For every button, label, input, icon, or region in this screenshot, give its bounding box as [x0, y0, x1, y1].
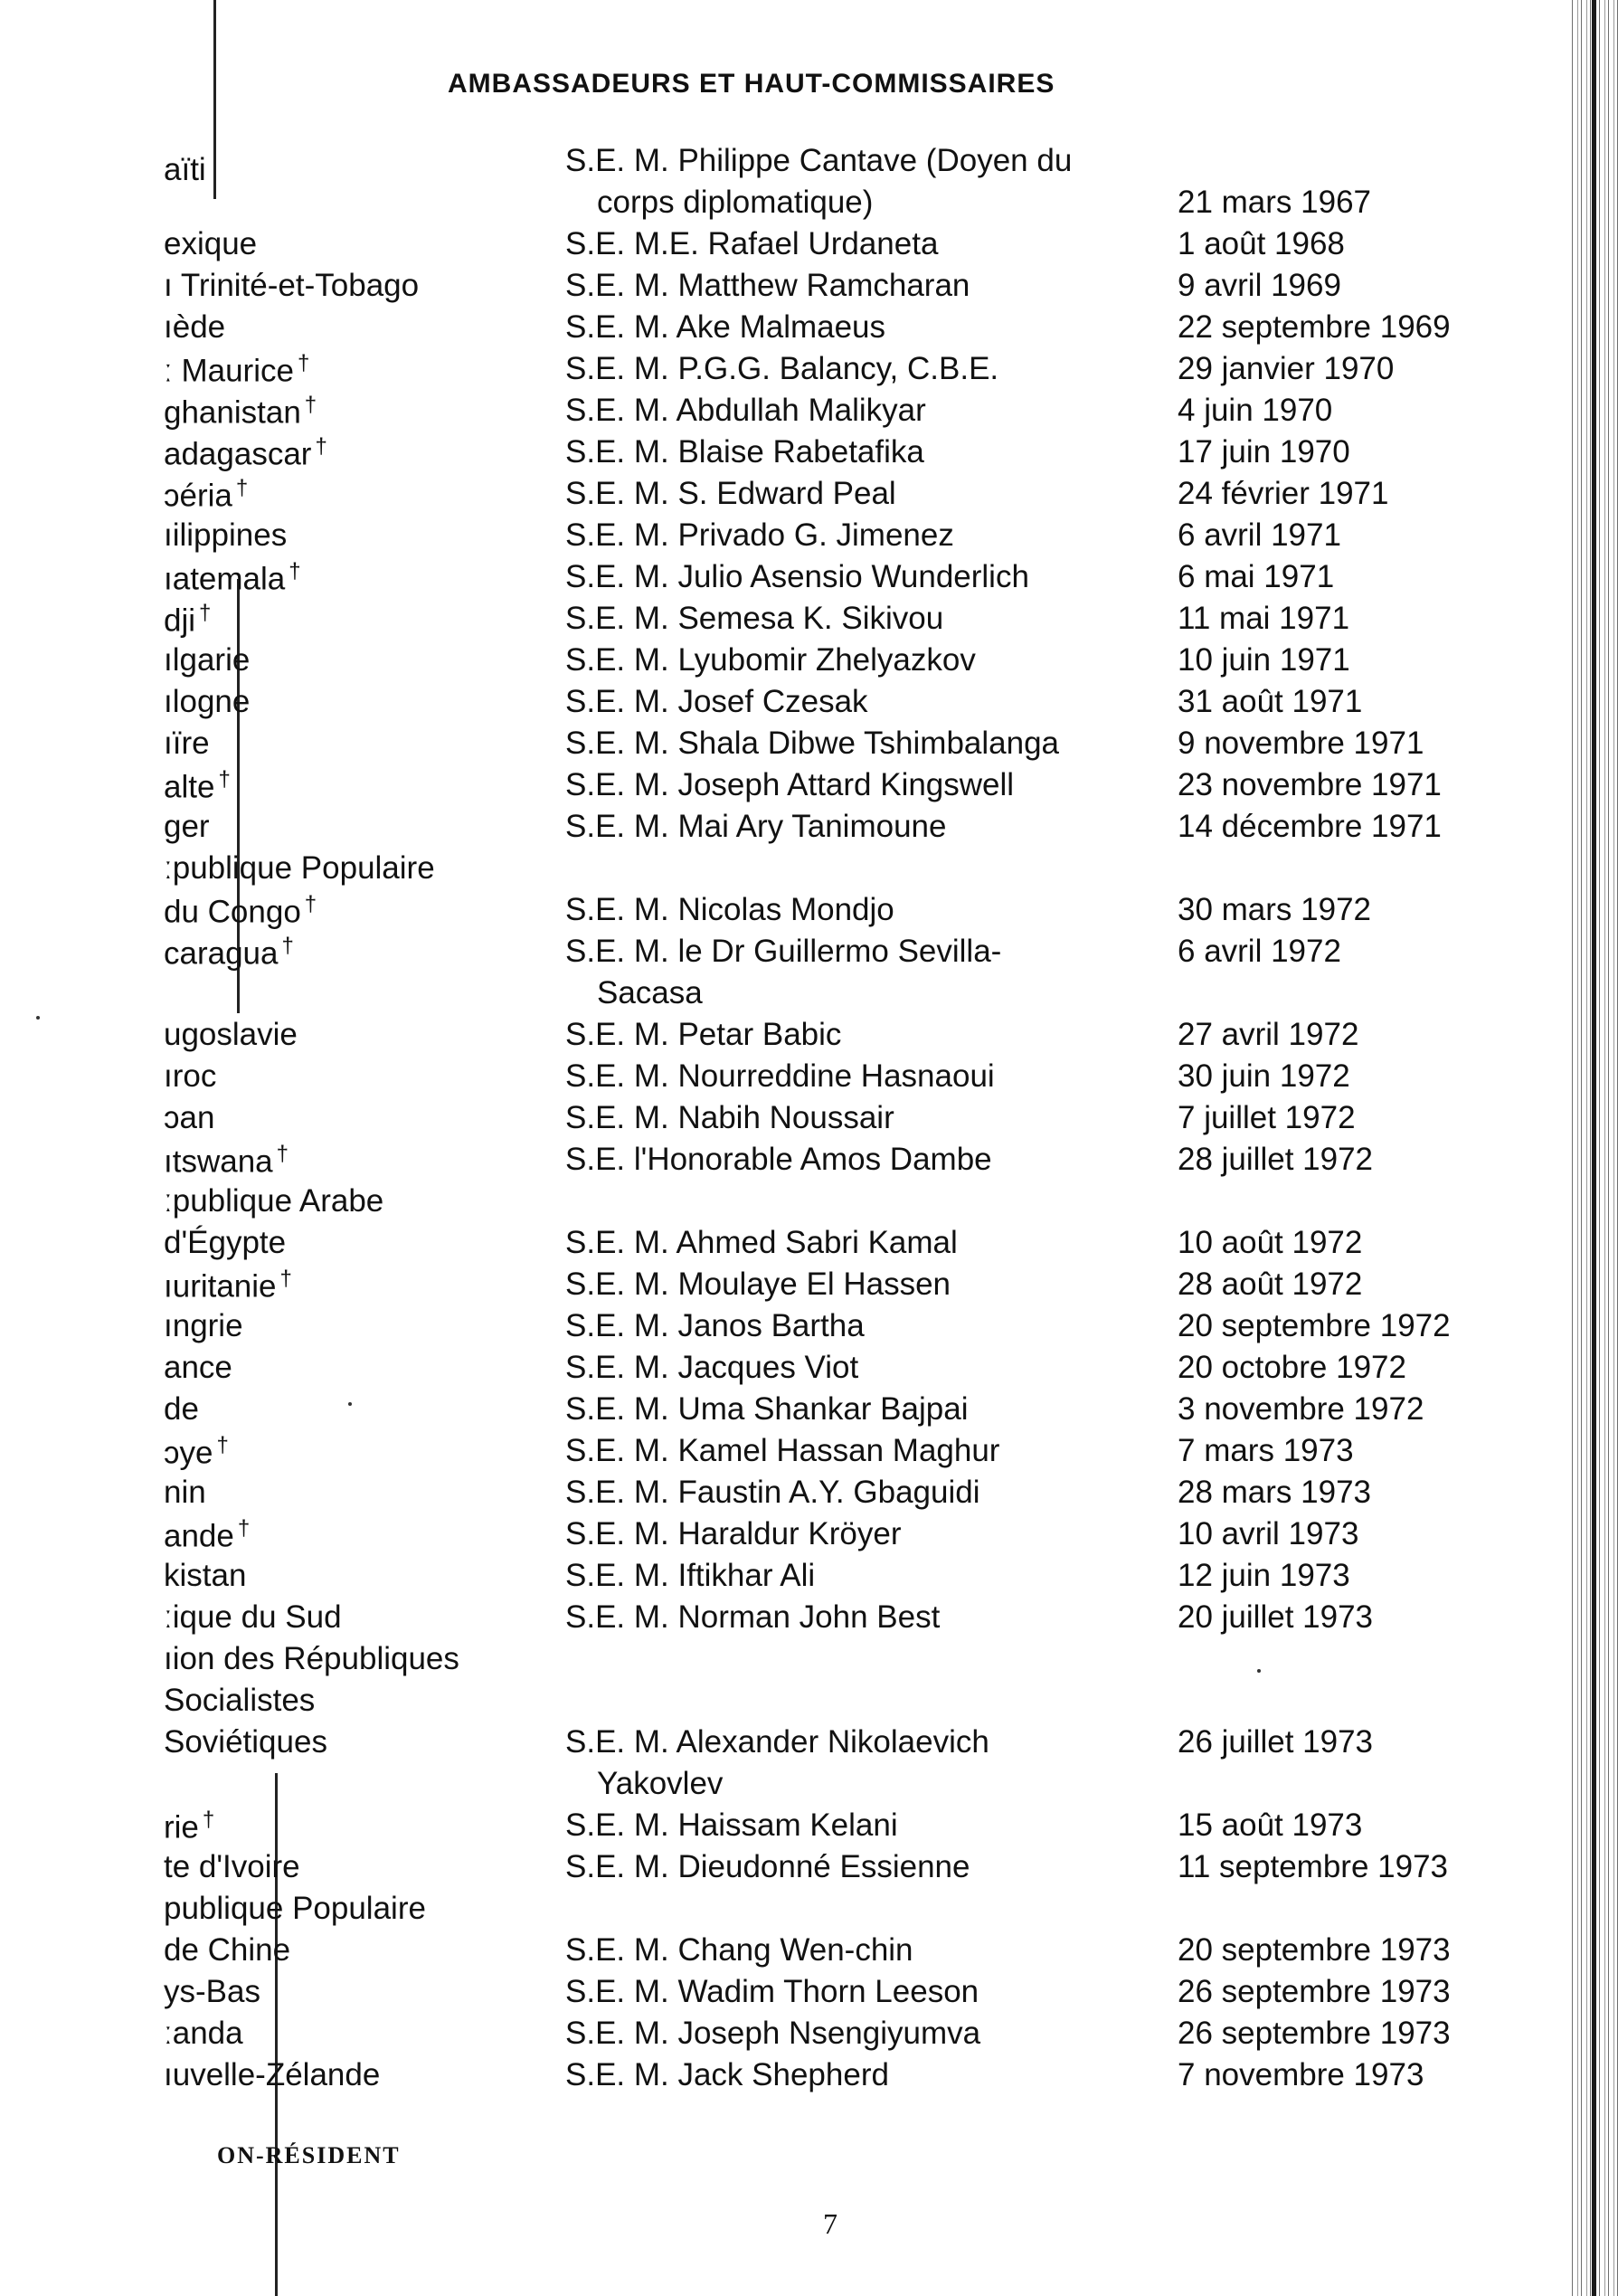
page-edge-line [1592, 0, 1596, 2296]
country-name: adagascar † [164, 434, 327, 472]
list-item [0, 309, 1538, 351]
ambassador-name: S.E. M. Joseph Nsengiyumva [565, 2016, 981, 2051]
country-name: nin [164, 1475, 206, 1510]
country-name: ıroc [164, 1058, 217, 1094]
accreditation-date: 3 novembre 1972 [1178, 1391, 1424, 1427]
accreditation-date: 7 mars 1973 [1178, 1433, 1354, 1468]
dagger-mark: † [315, 434, 327, 459]
ambassador-name: S.E. M. Josef Czesak [565, 684, 868, 719]
ambassador-name: S.E. M. Julio Asensio Wunderlich [565, 559, 1029, 594]
country-name: ger [164, 809, 210, 844]
dagger-mark: † [276, 1142, 289, 1166]
ambassador-name: S.E. M. Privado G. Jimenez [565, 517, 954, 553]
accreditation-date: 6 avril 1971 [1178, 517, 1341, 553]
ambassador-name-continued: corps diplomatique) [597, 185, 874, 220]
ambassador-name: S.E. M. Norman John Best [565, 1599, 941, 1635]
list-item [0, 2057, 1538, 2099]
list-item [0, 809, 1538, 850]
country-name: ɔye † [164, 1433, 229, 1471]
country-name: aïti [164, 152, 206, 187]
dagger-mark: † [237, 1516, 251, 1541]
accreditation-date: 12 juin 1973 [1178, 1558, 1350, 1593]
dagger-mark: † [304, 892, 317, 916]
footer-label: ON-RÉSIDENT [217, 2142, 401, 2168]
list-item [0, 767, 1538, 809]
ambassador-name: S.E. M. Ake Malmaeus [565, 309, 886, 345]
accreditation-date: 17 juin 1970 [1178, 434, 1350, 470]
ambassador-name: S.E. M. Petar Babic [565, 1017, 842, 1052]
dagger-mark: † [281, 934, 294, 958]
accreditation-date: 9 avril 1969 [1178, 268, 1341, 303]
accreditation-date: 28 juillet 1972 [1178, 1142, 1373, 1177]
list-item [0, 1849, 1538, 1891]
country-name: d'Égypte [164, 1225, 287, 1260]
country-name: publique Populaire [164, 1891, 426, 1926]
ambassador-name: S.E. M. Janos Bartha [565, 1308, 865, 1343]
country-name: ghanistan † [164, 393, 317, 431]
accreditation-date: 10 avril 1973 [1178, 1516, 1359, 1551]
country-name: ɔéria † [164, 476, 249, 514]
list-item [0, 351, 1538, 393]
list-item [0, 1183, 1538, 1225]
country-name: ıède [164, 309, 226, 345]
accreditation-date: 4 juin 1970 [1178, 393, 1333, 428]
list-item [0, 226, 1538, 268]
list-item [0, 934, 1538, 1010]
country-name: Soviétiques [164, 1724, 327, 1760]
accreditation-date: 28 août 1972 [1178, 1267, 1363, 1302]
list-item [0, 476, 1538, 517]
country-name: exique [164, 226, 258, 261]
country-name: ɔan [164, 1100, 215, 1135]
country-name: ıilippines [164, 517, 288, 553]
country-name: de Chine [164, 1932, 291, 1968]
country-name: dji † [164, 601, 212, 639]
country-name: ılogne [164, 684, 251, 719]
country-name: kistan [164, 1558, 247, 1593]
accreditation-date: 9 novembre 1971 [1178, 726, 1424, 761]
list-item [0, 1142, 1538, 1183]
accreditation-date: 21 mars 1967 [1178, 185, 1372, 220]
dagger-mark: † [304, 393, 317, 417]
list-item [0, 143, 1538, 220]
accreditation-date: 26 juillet 1973 [1178, 1724, 1373, 1760]
accreditation-date: 30 mars 1972 [1178, 892, 1372, 927]
list-item [0, 1433, 1538, 1475]
list-item [0, 1017, 1538, 1058]
list-item [0, 1683, 1538, 1724]
list-item [0, 1308, 1538, 1350]
ambassador-name: S.E. M. Ahmed Sabri Kamal [565, 1225, 958, 1260]
ambassador-name: S.E. M. Semesa K. Sikivou [565, 601, 944, 636]
ambassador-name: S.E. M. S. Edward Peal [565, 476, 896, 511]
list-item [0, 2016, 1538, 2057]
ambassador-name: S.E. M. Lyubomir Zhelyazkov [565, 642, 976, 678]
list-item [0, 684, 1538, 726]
list-item [0, 1974, 1538, 2016]
ambassador-name-continued: Yakovlev [597, 1766, 724, 1801]
list-item [0, 517, 1538, 559]
country-name: alte † [164, 767, 231, 805]
accreditation-date: 26 septembre 1973 [1178, 1974, 1451, 2009]
accreditation-date: 27 avril 1972 [1178, 1017, 1359, 1052]
country-name: ılgarie [164, 642, 251, 678]
country-name: ugoslavie [164, 1017, 298, 1052]
accreditation-date: 11 mai 1971 [1178, 601, 1350, 636]
ambassador-name: S.E. l'Honorable Amos Dambe [565, 1142, 992, 1177]
list-item [0, 726, 1538, 767]
list-item [0, 601, 1538, 642]
accreditation-date: 29 janvier 1970 [1178, 351, 1395, 386]
ambassador-name: S.E. M. Wadim Thorn Leeson [565, 1974, 979, 2009]
ambassador-name: S.E. M. Haissam Kelani [565, 1807, 898, 1843]
list-item [0, 1558, 1538, 1599]
ambassador-name: S.E. M. Dieudonné Essienne [565, 1849, 970, 1884]
accreditation-date: 6 mai 1971 [1178, 559, 1335, 594]
accreditation-date: 20 octobre 1972 [1178, 1350, 1406, 1385]
ambassador-name: S.E. M. Mai Ary Tanimoune [565, 809, 947, 844]
accreditation-date: 20 septembre 1972 [1178, 1308, 1451, 1343]
country-name: te d'Ivoire [164, 1849, 300, 1884]
country-name: ː Maurice † [164, 351, 310, 389]
list-item [0, 1058, 1538, 1100]
accreditation-date: 7 juillet 1972 [1178, 1100, 1356, 1135]
country-name: ıtswana † [164, 1142, 289, 1180]
country-name: de [164, 1391, 199, 1427]
country-name: ı Trinité-et-Tobago [164, 268, 420, 303]
accreditation-date: 31 août 1971 [1178, 684, 1363, 719]
accreditation-date: 23 novembre 1971 [1178, 767, 1442, 802]
list-item [0, 393, 1538, 434]
accreditation-date: 14 décembre 1971 [1178, 809, 1442, 844]
dagger-mark: † [199, 601, 212, 625]
country-name: ıatemala † [164, 559, 301, 597]
ambassador-name: S.E. M. le Dr Guillermo Sevilla- [565, 934, 1002, 969]
ambassador-name: S.E. M. Kamel Hassan Maghur [565, 1433, 1000, 1468]
country-name: ys-Bas [164, 1974, 260, 2009]
accreditation-date: 24 février 1971 [1178, 476, 1389, 511]
list-item [0, 1350, 1538, 1391]
accreditation-date: 10 juin 1971 [1178, 642, 1350, 678]
ambassador-name: S.E. M. Jack Shepherd [565, 2057, 889, 2092]
ambassador-name: S.E. M. Joseph Attard Kingswell [565, 767, 1015, 802]
ambassador-name: S.E. M. Moulaye El Hassen [565, 1267, 951, 1302]
accreditation-date: 10 août 1972 [1178, 1225, 1363, 1260]
list-item [0, 1641, 1538, 1683]
list-item [0, 1724, 1538, 1801]
country-name: du Congo † [164, 892, 317, 930]
page-title: AMBASSADEURS ET HAUT-COMMISSAIRES [448, 69, 1055, 99]
country-name: ːanda [164, 2016, 243, 2051]
list-item [0, 1225, 1538, 1267]
list-item [0, 559, 1538, 601]
dagger-mark: † [279, 1267, 292, 1291]
ambassador-name: S.E. M. Matthew Ramcharan [565, 268, 970, 303]
accreditation-date: 11 septembre 1973 [1178, 1849, 1449, 1884]
country-name: ıuvelle-Zélande [164, 2057, 381, 2092]
country-name: ːique du Sud [164, 1599, 342, 1635]
ambassador-name: S.E. M. Jacques Viot [565, 1350, 859, 1385]
list-item [0, 1932, 1538, 1974]
ambassador-name: S.E. M. Nourreddine Hasnaoui [565, 1058, 995, 1094]
dagger-mark: † [297, 351, 310, 375]
accreditation-date: 6 avril 1972 [1178, 934, 1341, 969]
ambassador-name: S.E. M. Blaise Rabetafika [565, 434, 924, 470]
accreditation-date: 22 septembre 1969 [1178, 309, 1451, 345]
accreditation-date: 1 août 1968 [1178, 226, 1345, 261]
list-item [0, 850, 1538, 892]
country-name: ːpublique Arabe [164, 1183, 384, 1219]
list-item [0, 642, 1538, 684]
page-number: 7 [823, 2207, 837, 2240]
accreditation-date: 30 juin 1972 [1178, 1058, 1350, 1094]
ambassador-name: S.E. M. P.G.G. Balancy, C.B.E. [565, 351, 999, 386]
dagger-mark: † [202, 1807, 215, 1832]
dagger-mark: † [218, 767, 231, 792]
country-name: rie † [164, 1807, 215, 1845]
accreditation-date: 26 septembre 1973 [1178, 2016, 1451, 2051]
accreditation-date: 28 mars 1973 [1178, 1475, 1372, 1510]
country-name: ıngrie [164, 1308, 243, 1343]
dagger-mark: † [235, 476, 249, 500]
ambassador-name: S.E. M.E. Rafael Urdaneta [565, 226, 939, 261]
country-name: ande † [164, 1516, 251, 1554]
country-name: ːpublique Populaire [164, 850, 435, 886]
accreditation-date: 7 novembre 1973 [1178, 2057, 1424, 2092]
country-name: ıïre [164, 726, 210, 761]
list-item [0, 268, 1538, 309]
accreditation-date: 20 juillet 1973 [1178, 1599, 1373, 1635]
country-name: Socialistes [164, 1683, 316, 1718]
ambassador-name: S.E. M. Alexander Nikolaevich [565, 1724, 989, 1760]
list-item [0, 1391, 1538, 1433]
country-name: ance [164, 1350, 232, 1385]
ambassador-name: S.E. M. Philippe Cantave (Doyen du [565, 143, 1073, 178]
ambassador-name: S.E. M. Nicolas Mondjo [565, 892, 894, 927]
country-name: ıion des Républiques [164, 1641, 459, 1676]
country-name: caragua † [164, 934, 294, 972]
ambassador-name: S.E. M. Abdullah Malikyar [565, 393, 926, 428]
list-item [0, 1267, 1538, 1308]
accreditation-date: 15 août 1973 [1178, 1807, 1363, 1843]
ambassador-name: S.E. M. Iftikhar Ali [565, 1558, 816, 1593]
list-item [0, 1516, 1538, 1558]
list-item [0, 1807, 1538, 1849]
dagger-mark: † [216, 1433, 229, 1457]
accreditation-date: 20 septembre 1973 [1178, 1932, 1451, 1968]
dagger-mark: † [289, 559, 301, 583]
list-item [0, 1475, 1538, 1516]
list-item [0, 1599, 1538, 1641]
ambassador-name: S.E. M. Haraldur Kröyer [565, 1516, 902, 1551]
list-item [0, 892, 1538, 934]
ambassador-name: S.E. M. Uma Shankar Bajpai [565, 1391, 969, 1427]
ambassador-name: S.E. M. Faustin A.Y. Gbaguidi [565, 1475, 980, 1510]
ambassador-name: S.E. M. Nabih Noussair [565, 1100, 894, 1135]
ambassador-name: S.E. M. Chang Wen-chin [565, 1932, 913, 1968]
list-item [0, 434, 1538, 476]
country-name: ıuritanie † [164, 1267, 292, 1305]
ambassador-name-continued: Sacasa [597, 975, 703, 1010]
list-item [0, 1891, 1538, 1932]
ambassador-name: S.E. M. Shala Dibwe Tshimbalanga [565, 726, 1060, 761]
list-item [0, 1100, 1538, 1142]
